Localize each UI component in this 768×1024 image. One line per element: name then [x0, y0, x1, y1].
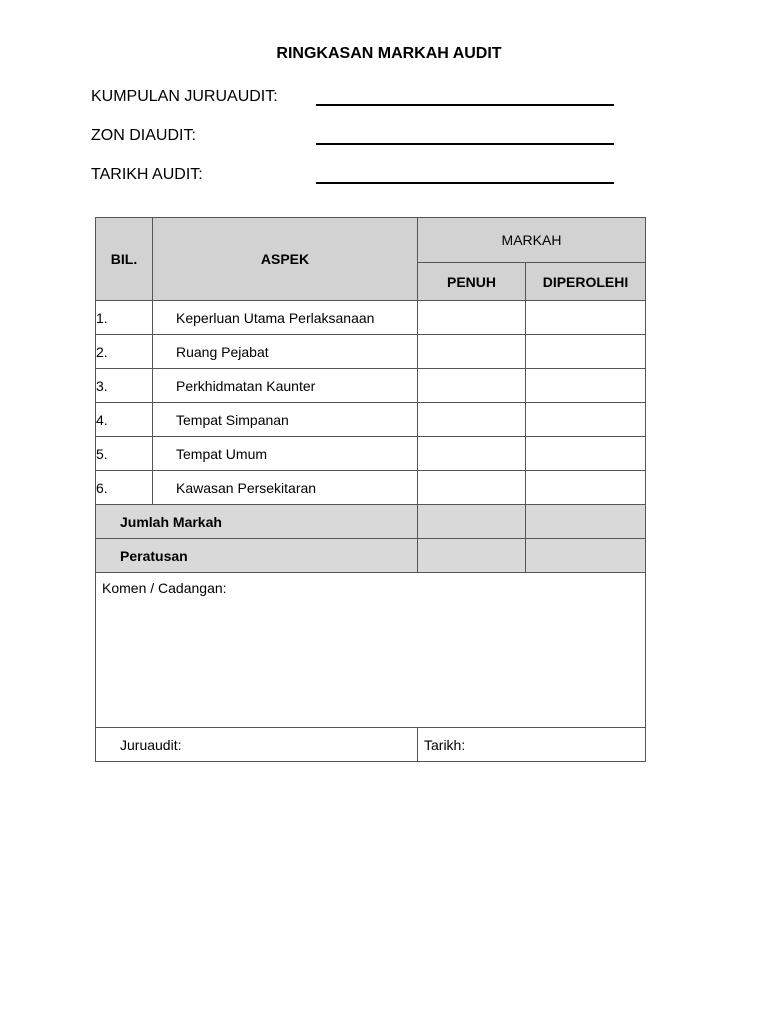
table-row	[96, 437, 646, 471]
jumlah-diperolehi-cell[interactable]	[526, 505, 646, 539]
diperolehi-cell[interactable]	[526, 369, 646, 403]
diperolehi-cell[interactable]	[526, 471, 646, 505]
comment-row	[96, 573, 646, 728]
peratusan-penuh-cell[interactable]	[418, 539, 526, 573]
peratusan-diperolehi-cell[interactable]	[526, 539, 646, 573]
document-title: RINGKASAN MARKAH AUDIT	[276, 45, 502, 62]
juruaudit-cell[interactable]	[96, 728, 418, 762]
field-label: ZON DIAUDIT:	[91, 127, 196, 144]
blank-line[interactable]	[316, 104, 614, 106]
penuh-cell[interactable]	[418, 301, 526, 335]
row-aspect: Perkhidmatan Kaunter	[153, 369, 418, 403]
row-number: 3.	[96, 369, 153, 403]
diperolehi-cell[interactable]	[526, 437, 646, 471]
comment-label: Komen / Cadangan:	[102, 580, 227, 596]
header-markah: MARKAH	[418, 218, 646, 263]
table-row	[96, 471, 646, 505]
peratusan-row	[96, 539, 646, 573]
diperolehi-cell[interactable]	[526, 403, 646, 437]
signature-row	[96, 728, 646, 762]
field-label: KUMPULAN JURUAUDIT:	[91, 88, 278, 105]
penuh-cell[interactable]	[418, 403, 526, 437]
penuh-cell[interactable]	[418, 369, 526, 403]
header-penuh: PENUH	[418, 263, 526, 301]
row-number: 4.	[96, 403, 153, 437]
diperolehi-cell[interactable]	[526, 335, 646, 369]
row-number: 1.	[96, 301, 153, 335]
table-row	[96, 301, 646, 335]
jumlah-markah-row	[96, 505, 646, 539]
tarikh-cell[interactable]	[418, 728, 646, 762]
header-aspek: ASPEK	[153, 218, 418, 301]
table-row	[96, 369, 646, 403]
tarikh-label: Tarikh:	[424, 736, 466, 753]
audit-summary-table	[95, 217, 646, 762]
comment-box[interactable]	[96, 573, 646, 728]
field-label: TARIKH AUDIT:	[91, 166, 203, 183]
row-number: 5.	[96, 437, 153, 471]
row-number: 2.	[96, 335, 153, 369]
diperolehi-cell[interactable]	[526, 301, 646, 335]
jumlah-markah-label: Jumlah Markah	[96, 505, 418, 539]
jumlah-penuh-cell[interactable]	[418, 505, 526, 539]
blank-line[interactable]	[316, 182, 614, 184]
row-aspect: Tempat Simpanan	[153, 403, 418, 437]
peratusan-label: Peratusan	[96, 539, 418, 573]
row-aspect: Ruang Pejabat	[153, 335, 418, 369]
row-aspect: Keperluan Utama Perlaksanaan	[153, 301, 418, 335]
row-aspect: Kawasan Persekitaran	[153, 471, 418, 505]
table-row	[96, 403, 646, 437]
penuh-cell[interactable]	[418, 471, 526, 505]
header-bil: BIL.	[96, 218, 153, 301]
table-row	[96, 335, 646, 369]
juruaudit-label: Juruaudit:	[120, 736, 182, 753]
penuh-cell[interactable]	[418, 335, 526, 369]
penuh-cell[interactable]	[418, 437, 526, 471]
blank-line[interactable]	[316, 143, 614, 145]
row-number: 6.	[96, 471, 153, 505]
header-diperolehi: DIPEROLEHI	[526, 263, 646, 301]
row-aspect: Tempat Umum	[153, 437, 418, 471]
